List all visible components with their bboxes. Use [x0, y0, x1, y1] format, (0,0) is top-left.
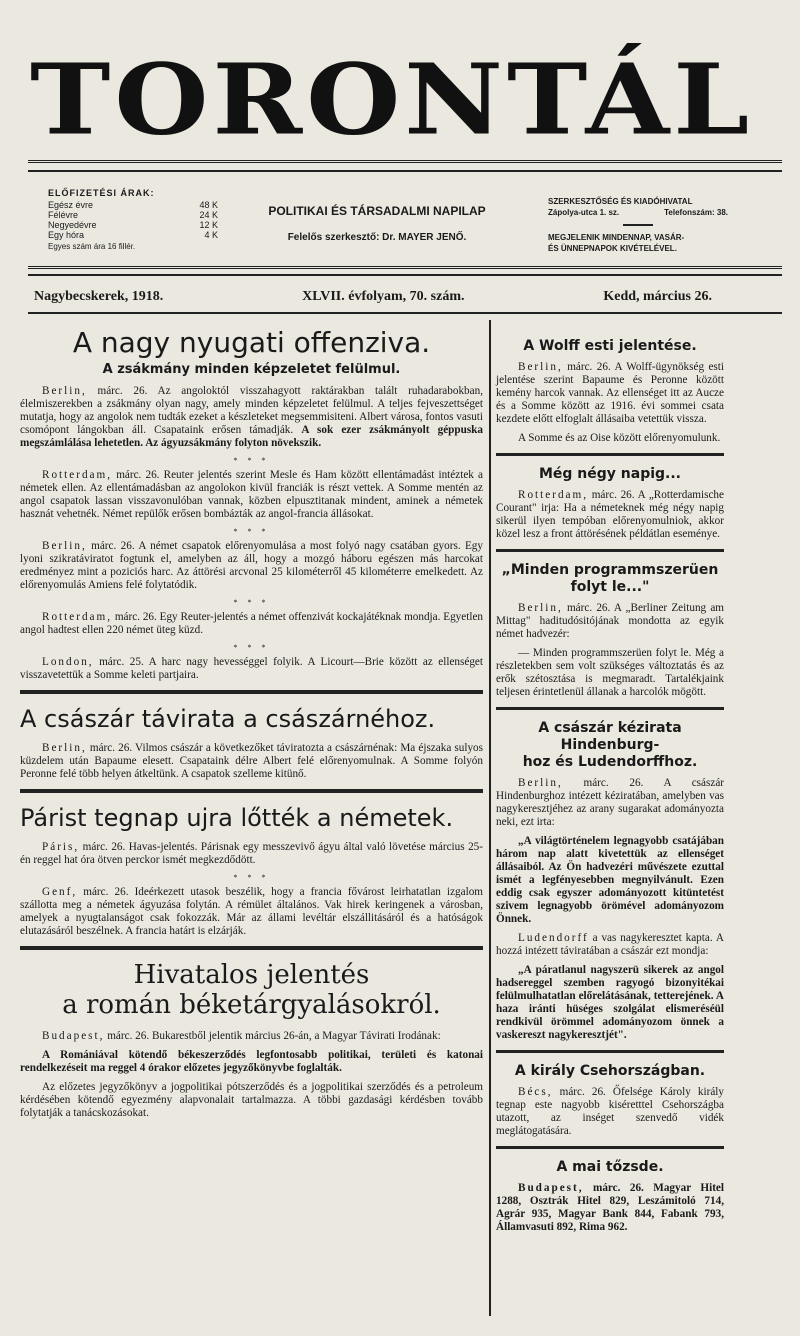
dateline-city: London, [42, 656, 94, 668]
dateline-city: Berlin, [518, 602, 563, 614]
article-divider [496, 549, 724, 552]
header-rule [28, 266, 782, 269]
right4-title-line1: A császár kézirata Hindenburg- [538, 720, 682, 753]
article-divider [496, 453, 724, 456]
paragraph-text: márc. 26. A Wolff-ügynökség esti jelentése szerint Bapaume és Peronne között kemény harcok vannak. Az ellenséget itt az Aucze és a Somme között az 1916. évi sommei csata kezdete előtt elfoglalt állásaiba vetettük vissza. [496, 361, 724, 425]
dateline-city: Berlin, [42, 385, 87, 397]
dateline-city: Budapest, [518, 1182, 584, 1194]
right3-title-line1: „Minden programmszerüen [501, 562, 719, 578]
paragraph-text: márc. 25. A harc nagy hevességgel folyik. A Licourt—Brie között az ellenséget visszavetettük a Somme keleti partjaira. [20, 656, 483, 681]
right4-quote: „A páratlanul nagyszerü sikerek az angol hadsereggel szemben ragyogó bizonyitékai felülmulhatatlan előrelátásának, tetterejének. A haza iránti hüséges szolgálat elismeréséül rendkivül örömmel adományozom önnek a vaskereszt nagykeresztjét". [496, 964, 724, 1041]
paragraph-text: márc. 26. Reuter jelentés szerint Mesle és Ham között ellentámadást intéztek a németek ellen. Az ellentámadásban az angolokon kivül franciák is részt vettek. A Somme mentén az angol csapatok lassan visszavonulóban vannak, közben elpusztitanak mindent, aminek a németek hasznát vehetnék. Német repülők erősen bombázták az angol-francia állásokat. [20, 469, 484, 520]
paragraph-text: márc. 26. Az angoloktól visszahagyott raktárakban talált ruhadarabokban, élelmiszerekben a zsákmány olyan nagy, amely minden képzeletet felülmul. A teljes fejveszettséget mutatja, hogy az angolok nem tudták ezeket a készleteket megsemmisiteni. Albert városa, fontos vasuti csomópont lángokban áll. Csapataink erősen támadják. [20, 385, 484, 436]
price-value: 48 K [199, 200, 218, 210]
schedule-line-2: ÉS ÜNNEPNAPOK KIVÉTELÉVEL. [548, 244, 677, 253]
article1-paragraph [20, 656, 483, 682]
paragraph-text: a vas nagykeresztet kapta. A hozzá intézett táviratában a császár ezt mondja: [496, 932, 724, 957]
paragraph-text: márc. 26. Magyar Hitel 1288, Osztrák Hitel 829, Leszámitoló 714, Agrár 935, Magyar Bank 844, Fabank 793, Államvasuti 892, Rima 962. [496, 1182, 724, 1233]
paragraph-text: márc. 26. A német csapatok előrenyomulása a most folyó nagy csatában gyors. Egy lyoni szikratáviratot fogtunk el, amelyben az áll, hogy a mozgó háboru egészen más harcokat eredményez mint a poziciós harc. Az áttörési arcvonal 25 kilométerről 45 kilométerre emelkedett. Az előrenyomulás Amiens felé folytatódik. [20, 540, 483, 591]
masthead-rule [28, 160, 782, 163]
dateline-city: Berlin, [518, 361, 563, 373]
article4-paragraph-bold: A Romániával kötendő békeszerződés legfontosabb politikai, területi és katonai rendelkezéseit ma reggel 4 órakor előzetes jegyzőkönyvbe foglalták. [20, 1049, 483, 1074]
paragraph-text: márc. 26. Ideérkezett utasok beszélik, hogy a francia fővárost leirhatatlan izgalom szállotta meg a németek ágyuzása folytán. A rémület általános. Vak hirek keringenek a városban, amelyek a nyugtalanságot csak fokozzák. Már az állami levéltár elszállitásáról és a hatóságok elutazásáról beszélnek. A francia határt is elzárják. [20, 886, 484, 937]
office-box [548, 196, 728, 254]
dateline [34, 289, 712, 305]
paragraph-text: márc. 26. A császár Hindenburghoz intézett kéziratában, amelyben vas nagykeresztjéhez az arany sugarakat adományozta neki, ezt irta: [496, 777, 725, 828]
price-label: Negyedévre [48, 220, 97, 230]
dateline-city: Berlin, [518, 777, 563, 789]
paragraph-text: márc. 26. Őfelsége Károly király tegnap este nagyobb kiséretttel Csehországba utazott, az inséget szenvedő vidék meglátogatására. [496, 1086, 724, 1137]
right6-title: A mai tőzsde. [556, 1159, 664, 1175]
right2-title: Még négy napig... [538, 466, 682, 482]
article1-paragraph [20, 540, 483, 592]
article1-paragraph [20, 611, 483, 637]
masthead-title: TORONTÁL [30, 43, 754, 157]
price-row [48, 230, 218, 240]
paragraph-text: márc. 26. Vilmos császár a következőket táviratozta a császárnénak: Ma éjszaka sulyos küzdelem után Bapaume elesett. Csapataink délre Albert felé előrenyomulnak. A Somme folyón Peronne felé több helyen átkeltünk. A csapatok szelleme kitünő. [20, 742, 483, 780]
office-contact [548, 207, 728, 218]
paragraph-bold: A sok ezer zsákmányolt géppuska megszámlálása lehetetlen. Az ágyuzsákmány folyton növekszik. [20, 424, 484, 449]
dateline-date: Kedd, március 26. [603, 289, 712, 304]
dateline-city: Genf, [42, 886, 78, 898]
office-address: Zápolya-utca 1. sz. [548, 208, 620, 217]
masthead-rule-2 [28, 170, 782, 172]
section-separator: * * * [233, 873, 270, 882]
dateline-city: Rotterdam, [42, 611, 113, 623]
right1-paragraph [496, 361, 724, 426]
dateline-rule [28, 312, 782, 314]
subscription-heading: ELŐFIZETÉSI ÁRAK: [48, 188, 155, 198]
right4-title [496, 720, 724, 771]
right6-paragraph [496, 1182, 724, 1234]
price-value: 12 K [199, 220, 218, 230]
article1-paragraph [20, 385, 483, 450]
editor-line: Felelős szerkesztő: Dr. MAYER JENŐ. [287, 232, 467, 243]
right3-title-line2: folyt le..." [570, 579, 650, 595]
article4-paragraph: Az előzetes jegyzőkönyv a jogpolitikai pótszerződés és a jogpolitikai szerződés és a petroleum kérdésében kötendő egyezmény alapvonalait tartalmazza. A többi gazdasági kérdésben tovább folytatják a tanácskozásokat. [20, 1081, 483, 1119]
office-phone: Telefonszám: 38. [664, 208, 728, 217]
office-divider [623, 224, 653, 226]
article3-paragraph [20, 841, 483, 867]
price-label: Félévre [48, 210, 79, 220]
paragraph-text: márc. 26. A „Berliner Zeitung am Mittag" haditudósitójának mondotta az egyik német hadvezér: [496, 602, 724, 640]
subscription-box [48, 188, 218, 252]
price-value: 24 K [199, 210, 218, 220]
schedule-line-1: MEGJELENIK MINDENNAP, VASÁR- [548, 233, 685, 242]
dateline-city: Budapest, [42, 1030, 105, 1042]
right1-title: A Wolff esti jelentése. [523, 338, 697, 354]
header-center [232, 204, 522, 243]
dateline-city: Berlin, [42, 742, 87, 754]
dateline-name: Ludendorff [518, 932, 589, 944]
price-row [48, 200, 218, 210]
article1-subtitle: A zsákmány minden képzeletet felülmul. [102, 362, 401, 377]
section-separator: * * * [233, 456, 270, 465]
dateline-city: Berlin, [42, 540, 87, 552]
section-separator: * * * [233, 598, 270, 607]
left-column [20, 326, 483, 1126]
article2-title: A császár távirata a császárnéhoz. [20, 705, 436, 733]
paragraph-text: márc. 26. Bukarestből jelentik március 26-án, a Magyar Távirati Irodának: [107, 1030, 441, 1042]
column-divider [489, 320, 491, 1316]
masthead [30, 43, 754, 165]
right4-title-line2: hoz és Ludendorffhoz. [522, 754, 698, 770]
dateline-city: Rotterdam, [518, 489, 589, 501]
dateline-place: Nagybecskerek, 1918. [34, 289, 164, 304]
article-divider [496, 707, 724, 710]
dateline-city: Páris, [42, 841, 80, 853]
right3-paragraph: — Minden programmszerüen folyt le. Még a részletekben sem volt szükséges változtatás és az erők szétosztása is megmaradt. Tartalékjaink teljesen érintetlenül állanak a harcolók mögött. [496, 647, 724, 698]
article-divider [496, 1146, 724, 1149]
article4-paragraph [20, 1030, 483, 1043]
article-divider [20, 690, 483, 694]
price-label: Egy hóra [48, 230, 85, 240]
article-divider [20, 789, 483, 793]
article-divider [496, 1050, 724, 1053]
header-rule-2 [28, 274, 782, 276]
section-separator: * * * [233, 527, 270, 536]
office-name: SZERKESZTŐSÉG ÉS KIADÓHIVATAL [548, 197, 693, 206]
right2-paragraph [496, 489, 724, 541]
right-column [496, 336, 724, 1240]
paragraph-text: márc. 26. Egy Reuter-jelentés a német offenzivát kockajátéknak mondja. Egyetlen angol hadtest ellen 220 német üteg küzd. [20, 611, 484, 636]
article1-title: A nagy nyugati offenziva. [72, 326, 431, 359]
right4-quote: „A világtörténelem legnagyobb csatájában három nap alatt kivetettük az ellenséget állásaiból. Az Ön hadvezéri művészete ezuttal ismét a legfényesebben megnyilvánult. Ezen eddig csak egyszer adományozott kitüntetést szivem legnagyobb örömével adományozom Önnek. [496, 835, 724, 925]
price-row [48, 220, 218, 230]
right5-paragraph [496, 1086, 724, 1138]
right4-paragraph [496, 777, 724, 829]
article-divider [20, 946, 483, 950]
paper-subtitle: POLITIKAI ÉS TÁRSADALMI NAPILAP [268, 204, 486, 218]
article1-paragraph [20, 469, 483, 521]
dateline-volume: XLVII. évfolyam, 70. szám. [302, 289, 465, 304]
section-separator: * * * [233, 643, 270, 652]
dateline-city: Rotterdam, [42, 469, 113, 481]
price-value: 4 K [204, 230, 218, 240]
article4-title [20, 960, 483, 1020]
article2-paragraph [20, 742, 483, 781]
price-label: Egész évre [48, 200, 94, 210]
article3-title: Párist tegnap ujra lőtték a németek. [20, 804, 454, 832]
dateline-city: Bécs, [518, 1086, 553, 1098]
article4-title-line1: Hivatalos jelentés [133, 960, 370, 990]
right5-title: A király Csehországban. [514, 1063, 706, 1079]
paragraph-text: márc. 26. Havas-jelentés. Párisnak egy messzevivő ágyu által való lövetése március 25-én reggel hat óra ötven perckor ismét megkezdődött. [20, 841, 483, 866]
article4-title-line2: a román béketárgyalásokról. [62, 990, 441, 1020]
price-row [48, 210, 218, 220]
right3-paragraph [496, 602, 724, 641]
article3-paragraph [20, 886, 483, 938]
right4-paragraph [496, 932, 724, 958]
right3-title [496, 562, 724, 596]
right1-paragraph: A Somme és az Oise között előrenyomulunk. [518, 432, 721, 444]
single-issue-price: Egyes szám ára 16 fillér. [48, 242, 136, 251]
paragraph-text: márc. 26. A „Rotterdamische Courant" irja: Ha a németeknek még négy napig sikerül ilyen tempóban előrenyomulniok, akkor közel lesz a front áttörésének példátlan eseménye. [496, 489, 724, 540]
